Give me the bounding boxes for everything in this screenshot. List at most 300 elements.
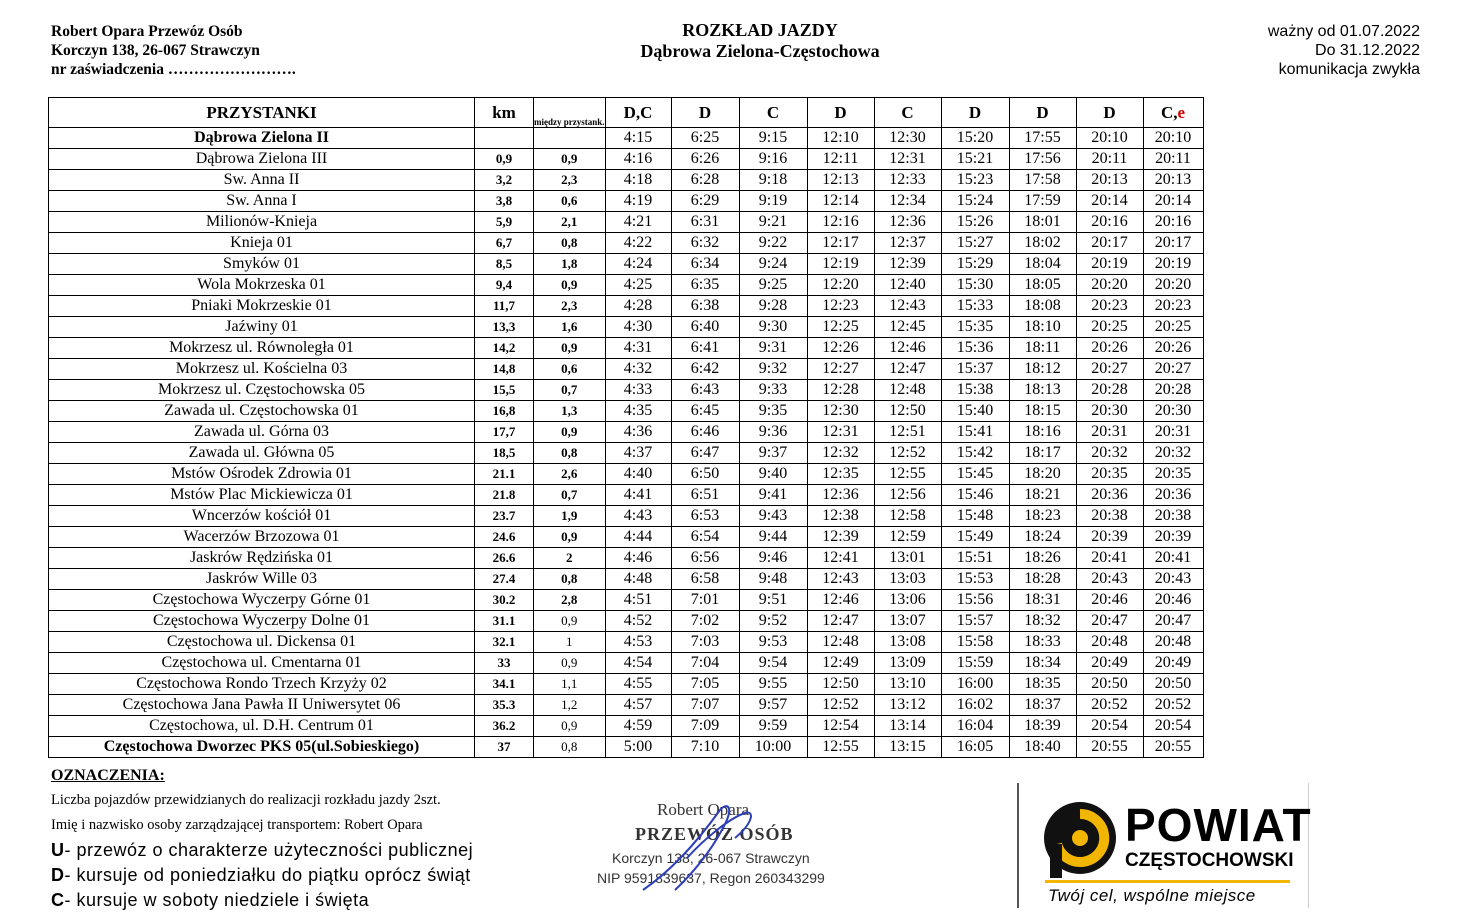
departure-time: 15:48 [941, 506, 1009, 527]
departure-time: 20:30 [1076, 401, 1143, 422]
departure-time: 4:57 [605, 695, 671, 716]
departure-time: 16:02 [941, 695, 1009, 716]
departure-time: 9:48 [739, 569, 807, 590]
table-row [49, 590, 1204, 611]
departure-time: 20:25 [1143, 317, 1203, 338]
departure-time: 12:50 [874, 401, 941, 422]
departure-time: 12:39 [874, 254, 941, 275]
logo-subtitle: CZĘSTOCHOWSKI [1125, 850, 1294, 871]
stop-between-km: 0,6 [534, 191, 606, 212]
stop-km: 17,7 [475, 422, 534, 443]
stop-km: 14,2 [475, 338, 534, 359]
validity-info [1268, 22, 1420, 79]
departure-time: 7:09 [671, 716, 739, 737]
header-departure-4: D [807, 98, 874, 128]
departure-time: 18:15 [1009, 401, 1076, 422]
legend-c-key: C [51, 890, 65, 910]
departure-time: 12:28 [807, 380, 874, 401]
stop-between-km: 2,1 [534, 212, 606, 233]
departure-time: 9:22 [739, 233, 807, 254]
departure-time: 20:41 [1143, 548, 1203, 569]
powiat-emblem-icon [1042, 800, 1122, 880]
departure-time: 20:54 [1076, 716, 1143, 737]
company-address: Korczyn 138, 26-067 Strawczyn [51, 42, 260, 59]
departure-time: 9:25 [739, 275, 807, 296]
departure-time: 15:40 [941, 401, 1009, 422]
departure-time: 18:23 [1009, 506, 1076, 527]
table-row [49, 359, 1204, 380]
logo-slogan: Twój cel, wspólne miejsce [1048, 886, 1256, 905]
stop-name: Zawada ul. Główna 05 [49, 443, 475, 464]
departure-time: 18:12 [1009, 359, 1076, 380]
departure-time: 20:52 [1143, 695, 1203, 716]
stop-km: 35.3 [475, 695, 534, 716]
departure-time: 20:10 [1076, 128, 1143, 149]
logo-bar [1045, 880, 1290, 883]
departure-time: 6:32 [671, 233, 739, 254]
departure-time: 18:01 [1009, 212, 1076, 233]
table-row [49, 380, 1204, 401]
departure-time: 12:32 [807, 443, 874, 464]
header-departure-9 [1143, 98, 1203, 128]
legend-vehicles: Liczba pojazdów przewidzianych do realizacji rozkładu jazdy 2szt. [51, 792, 441, 808]
departure-time: 4:36 [605, 422, 671, 443]
stop-km: 6,7 [475, 233, 534, 254]
departure-time: 4:33 [605, 380, 671, 401]
stop-between-km: 1,8 [534, 254, 606, 275]
departure-time: 18:11 [1009, 338, 1076, 359]
departure-time: 9:37 [739, 443, 807, 464]
stop-between-km: 2,6 [534, 464, 606, 485]
departure-time: 18:08 [1009, 296, 1076, 317]
departure-time: 20:43 [1076, 569, 1143, 590]
departure-time: 12:59 [874, 527, 941, 548]
departure-time: 4:51 [605, 590, 671, 611]
legend-d [51, 863, 473, 888]
page-title [520, 20, 1000, 62]
title-route: Dąbrowa Zielona-Częstochowa [640, 41, 880, 61]
timetable-header-row [49, 98, 1204, 128]
departure-time: 15:20 [941, 128, 1009, 149]
stop-between-km: 0,9 [534, 422, 606, 443]
stop-name: Częstochowa Jana Pawła II Uniwersytet 06 [49, 695, 475, 716]
departure-time: 15:26 [941, 212, 1009, 233]
stop-name: Częstochowa, ul. D.H. Centrum 01 [49, 716, 475, 737]
departure-time: 9:18 [739, 170, 807, 191]
departure-time: 18:05 [1009, 275, 1076, 296]
departure-time: 17:55 [1009, 128, 1076, 149]
departure-time: 15:37 [941, 359, 1009, 380]
departure-time: 15:30 [941, 275, 1009, 296]
stop-between-km: 0,7 [534, 485, 606, 506]
departure-time: 15:57 [941, 611, 1009, 632]
departure-time: 20:36 [1076, 485, 1143, 506]
stop-km: 3,2 [475, 170, 534, 191]
departure-time: 18:21 [1009, 485, 1076, 506]
logo-word: POWIAT [1125, 799, 1312, 851]
departure-time: 20:39 [1143, 527, 1203, 548]
table-row [49, 527, 1204, 548]
departure-time: 18:02 [1009, 233, 1076, 254]
departure-time: 18:24 [1009, 527, 1076, 548]
departure-time: 9:32 [739, 359, 807, 380]
stop-name: Sw. Anna I [49, 191, 475, 212]
departure-time: 12:10 [807, 128, 874, 149]
departure-time: 20:43 [1143, 569, 1203, 590]
table-row [49, 233, 1204, 254]
departure-time: 4:22 [605, 233, 671, 254]
departure-time: 20:28 [1076, 380, 1143, 401]
departure-time: 18:31 [1009, 590, 1076, 611]
departure-time: 12:23 [807, 296, 874, 317]
departure-time: 12:52 [807, 695, 874, 716]
departure-time: 6:54 [671, 527, 739, 548]
departure-time: 20:26 [1143, 338, 1203, 359]
departure-time: 12:45 [874, 317, 941, 338]
departure-time: 20:25 [1076, 317, 1143, 338]
departure-time: 12:51 [874, 422, 941, 443]
departure-time: 18:10 [1009, 317, 1076, 338]
departure-time: 20:32 [1143, 443, 1203, 464]
stop-name: Mokrzesz ul. Równoległa 01 [49, 338, 475, 359]
departure-time: 9:59 [739, 716, 807, 737]
departure-time: 6:28 [671, 170, 739, 191]
stop-name: Częstochowa Wyczerpy Dolne 01 [49, 611, 475, 632]
departure-time: 13:12 [874, 695, 941, 716]
departure-time: 18:37 [1009, 695, 1076, 716]
departure-time: 18:33 [1009, 632, 1076, 653]
departure-time: 17:56 [1009, 149, 1076, 170]
departure-time: 9:28 [739, 296, 807, 317]
departure-time: 15:51 [941, 548, 1009, 569]
stop-name: Zawada ul. Częstochowska 01 [49, 401, 475, 422]
departure-time: 20:30 [1143, 401, 1203, 422]
departure-time: 9:33 [739, 380, 807, 401]
departure-time: 7:04 [671, 653, 739, 674]
stop-between-km: 0,8 [534, 443, 606, 464]
departure-time: 20:47 [1076, 611, 1143, 632]
departure-time: 12:46 [874, 338, 941, 359]
header-departure-6: D [941, 98, 1009, 128]
table-row [49, 506, 1204, 527]
stop-between-km: 0,9 [534, 611, 606, 632]
departure-time: 9:44 [739, 527, 807, 548]
signature-icon [595, 798, 865, 898]
stop-name: Pniaki Mokrzeskie 01 [49, 296, 475, 317]
departure-time: 9:52 [739, 611, 807, 632]
stop-km: 24.6 [475, 527, 534, 548]
departure-time: 15:41 [941, 422, 1009, 443]
departure-9-days: C, [1160, 103, 1178, 122]
stop-name: Mstów Ośrodek Zdrowia 01 [49, 464, 475, 485]
departure-time: 18:17 [1009, 443, 1076, 464]
stop-km: 3,8 [475, 191, 534, 212]
departure-time: 20:48 [1076, 632, 1143, 653]
stop-between-km: 0,8 [534, 737, 606, 758]
departure-time: 20:19 [1076, 254, 1143, 275]
legend-u-key: U [51, 840, 65, 860]
departure-time: 12:43 [874, 296, 941, 317]
departure-time: 4:55 [605, 674, 671, 695]
divider [1017, 783, 1019, 908]
departure-time: 20:11 [1076, 149, 1143, 170]
departure-time: 9:36 [739, 422, 807, 443]
departure-time: 12:38 [807, 506, 874, 527]
certificate-number: nr zaświadczenia ……………………. [51, 61, 296, 78]
departure-time: 20:48 [1143, 632, 1203, 653]
stop-between-km: 2 [534, 548, 606, 569]
departure-time: 9:55 [739, 674, 807, 695]
departure-time: 15:59 [941, 653, 1009, 674]
departure-time: 6:46 [671, 422, 739, 443]
stop-name: Mokrzesz ul. Kościelna 03 [49, 359, 475, 380]
stop-name: Zawada ul. Górna 03 [49, 422, 475, 443]
table-row [49, 674, 1204, 695]
table-row [49, 716, 1204, 737]
departure-time: 12:47 [807, 611, 874, 632]
departure-time: 15:56 [941, 590, 1009, 611]
stamp-address: Korczyn 138, 26-067 Strawczyn [612, 850, 810, 866]
departure-time: 4:24 [605, 254, 671, 275]
stop-between-km: 0,9 [534, 527, 606, 548]
legend-d-text: - kursuje od poniedziałku do piątku oprócz świąt [64, 865, 471, 885]
departure-time: 4:43 [605, 506, 671, 527]
departure-time: 12:48 [874, 380, 941, 401]
departure-time: 10:00 [739, 737, 807, 758]
departure-time: 20:26 [1076, 338, 1143, 359]
stop-between-km: 0,7 [534, 380, 606, 401]
departure-time: 13:06 [874, 590, 941, 611]
departure-time: 4:59 [605, 716, 671, 737]
departure-time: 12:34 [874, 191, 941, 212]
departure-time: 9:41 [739, 485, 807, 506]
departure-time: 12:49 [807, 653, 874, 674]
departure-time: 9:16 [739, 149, 807, 170]
departure-time: 6:40 [671, 317, 739, 338]
departure-time: 6:34 [671, 254, 739, 275]
stop-name: Częstochowa Dworzec PKS 05(ul.Sobieskiego) [49, 737, 475, 758]
departure-time: 7:03 [671, 632, 739, 653]
stop-km: 23.7 [475, 506, 534, 527]
stop-km: 21.1 [475, 464, 534, 485]
stop-between-km: 1 [534, 632, 606, 653]
table-row [49, 149, 1204, 170]
departure-time: 15:53 [941, 569, 1009, 590]
departure-time: 9:15 [739, 128, 807, 149]
departure-time: 12:46 [807, 590, 874, 611]
departure-time: 6:31 [671, 212, 739, 233]
departure-time: 12:37 [874, 233, 941, 254]
stop-between-km: 0,9 [534, 149, 606, 170]
departure-time: 15:38 [941, 380, 1009, 401]
departure-time: 12:43 [807, 569, 874, 590]
departure-time: 20:14 [1076, 191, 1143, 212]
departure-time: 4:30 [605, 317, 671, 338]
departure-time: 9:30 [739, 317, 807, 338]
table-row [49, 569, 1204, 590]
table-row [49, 695, 1204, 716]
stop-km: 36.2 [475, 716, 534, 737]
departure-time: 20:41 [1076, 548, 1143, 569]
departure-time: 16:05 [941, 737, 1009, 758]
stop-name: Dąbrowa Zielona II [49, 128, 475, 149]
departure-time: 17:59 [1009, 191, 1076, 212]
departure-time: 12:11 [807, 149, 874, 170]
valid-from: ważny od 01.07.2022 [1267, 23, 1420, 40]
departure-time: 4:40 [605, 464, 671, 485]
stop-km: 16,8 [475, 401, 534, 422]
stop-between-km: 0,9 [534, 716, 606, 737]
legend-d-key: D [51, 865, 65, 885]
departure-time: 20:46 [1143, 590, 1203, 611]
departure-time: 12:17 [807, 233, 874, 254]
table-row [49, 128, 1204, 149]
header-departure-5: C [874, 98, 941, 128]
stop-name: Milionów-Knieja [49, 212, 475, 233]
departure-time: 6:38 [671, 296, 739, 317]
stop-km: 15,5 [475, 380, 534, 401]
stop-between-km: 2,8 [534, 590, 606, 611]
departure-time: 6:29 [671, 191, 739, 212]
departure-time: 20:23 [1076, 296, 1143, 317]
company-info [51, 22, 296, 79]
departure-time: 12:40 [874, 275, 941, 296]
stop-between-km: 1,2 [534, 695, 606, 716]
departure-time: 9:43 [739, 506, 807, 527]
departure-time: 13:15 [874, 737, 941, 758]
header-between: między przystank. [534, 98, 606, 128]
departure-time: 4:31 [605, 338, 671, 359]
departure-time: 15:36 [941, 338, 1009, 359]
departure-time: 13:01 [874, 548, 941, 569]
departure-time: 6:50 [671, 464, 739, 485]
departure-time: 18:40 [1009, 737, 1076, 758]
header-departure-3: C [739, 98, 807, 128]
departure-time: 20:20 [1076, 275, 1143, 296]
departure-time: 12:41 [807, 548, 874, 569]
stop-name: Jaskrów Rędzińska 01 [49, 548, 475, 569]
header-stops: PRZYSTANKI [49, 98, 475, 128]
departure-time: 12:36 [874, 212, 941, 233]
table-row [49, 611, 1204, 632]
table-row [49, 632, 1204, 653]
legend [51, 763, 473, 913]
departure-time: 9:31 [739, 338, 807, 359]
departure-time: 15:27 [941, 233, 1009, 254]
departure-time: 4:48 [605, 569, 671, 590]
departure-time: 6:45 [671, 401, 739, 422]
departure-time: 20:16 [1076, 212, 1143, 233]
departure-time: 12:31 [807, 422, 874, 443]
legend-c [51, 888, 473, 913]
departure-time: 6:26 [671, 149, 739, 170]
stop-km: 18,5 [475, 443, 534, 464]
stop-km: 9,4 [475, 275, 534, 296]
departure-time: 12:20 [807, 275, 874, 296]
departure-time: 20:39 [1076, 527, 1143, 548]
departure-time: 18:26 [1009, 548, 1076, 569]
departure-time: 7:01 [671, 590, 739, 611]
legend-c-text: - kursuje w soboty niedziele i święta [64, 890, 370, 910]
stop-km: 32.1 [475, 632, 534, 653]
table-row [49, 401, 1204, 422]
departure-time: 12:33 [874, 170, 941, 191]
departure-time: 13:10 [874, 674, 941, 695]
departure-time: 13:08 [874, 632, 941, 653]
table-row [49, 653, 1204, 674]
departure-time: 15:58 [941, 632, 1009, 653]
departure-time: 13:14 [874, 716, 941, 737]
departure-time: 20:50 [1076, 674, 1143, 695]
departure-time: 12:19 [807, 254, 874, 275]
stop-name: Częstochowa ul. Dickensa 01 [49, 632, 475, 653]
departure-time: 20:27 [1076, 359, 1143, 380]
departure-time: 20:31 [1143, 422, 1203, 443]
departure-time: 20:46 [1076, 590, 1143, 611]
departure-9-suffix: e [1177, 103, 1186, 122]
stop-km: 21.8 [475, 485, 534, 506]
departure-time: 12:26 [807, 338, 874, 359]
departure-time: 12:14 [807, 191, 874, 212]
departure-time: 7:02 [671, 611, 739, 632]
stop-name: Częstochowa Wyczerpy Górne 01 [49, 590, 475, 611]
departure-time: 20:14 [1143, 191, 1203, 212]
departure-time: 20:49 [1143, 653, 1203, 674]
valid-to: Do 31.12.2022 [1315, 42, 1420, 59]
table-row [49, 737, 1204, 758]
departure-time: 18:35 [1009, 674, 1076, 695]
stop-km: 8,5 [475, 254, 534, 275]
table-row [49, 254, 1204, 275]
departure-time: 20:17 [1143, 233, 1203, 254]
departure-time: 9:51 [739, 590, 807, 611]
departure-time: 20:13 [1076, 170, 1143, 191]
stop-km: 11,7 [475, 296, 534, 317]
departure-time: 12:48 [807, 632, 874, 653]
departure-time: 20:23 [1143, 296, 1203, 317]
departure-time: 12:55 [807, 737, 874, 758]
departure-time: 9:46 [739, 548, 807, 569]
departure-time: 7:10 [671, 737, 739, 758]
departure-time: 20:50 [1143, 674, 1203, 695]
departure-time: 20:11 [1143, 149, 1203, 170]
departure-time: 4:25 [605, 275, 671, 296]
departure-time: 9:54 [739, 653, 807, 674]
departure-time: 7:07 [671, 695, 739, 716]
departure-time: 6:51 [671, 485, 739, 506]
departure-time: 15:23 [941, 170, 1009, 191]
stop-km: 13,3 [475, 317, 534, 338]
departure-time: 4:41 [605, 485, 671, 506]
stop-name: Częstochowa Rondo Trzech Krzyży 02 [49, 674, 475, 695]
departure-time: 4:35 [605, 401, 671, 422]
departure-time: 5:00 [605, 737, 671, 758]
departure-time: 13:03 [874, 569, 941, 590]
departure-time: 12:31 [874, 149, 941, 170]
stop-between-km [534, 128, 606, 149]
company-stamp [595, 798, 865, 898]
departure-time: 16:00 [941, 674, 1009, 695]
departure-time: 9:19 [739, 191, 807, 212]
departure-time: 9:40 [739, 464, 807, 485]
stop-name: Wacerzów Brzozowa 01 [49, 527, 475, 548]
departure-time: 6:42 [671, 359, 739, 380]
departure-time: 20:35 [1143, 464, 1203, 485]
departure-time: 20:16 [1143, 212, 1203, 233]
departure-time: 13:09 [874, 653, 941, 674]
departure-time: 6:41 [671, 338, 739, 359]
departure-time: 12:58 [874, 506, 941, 527]
